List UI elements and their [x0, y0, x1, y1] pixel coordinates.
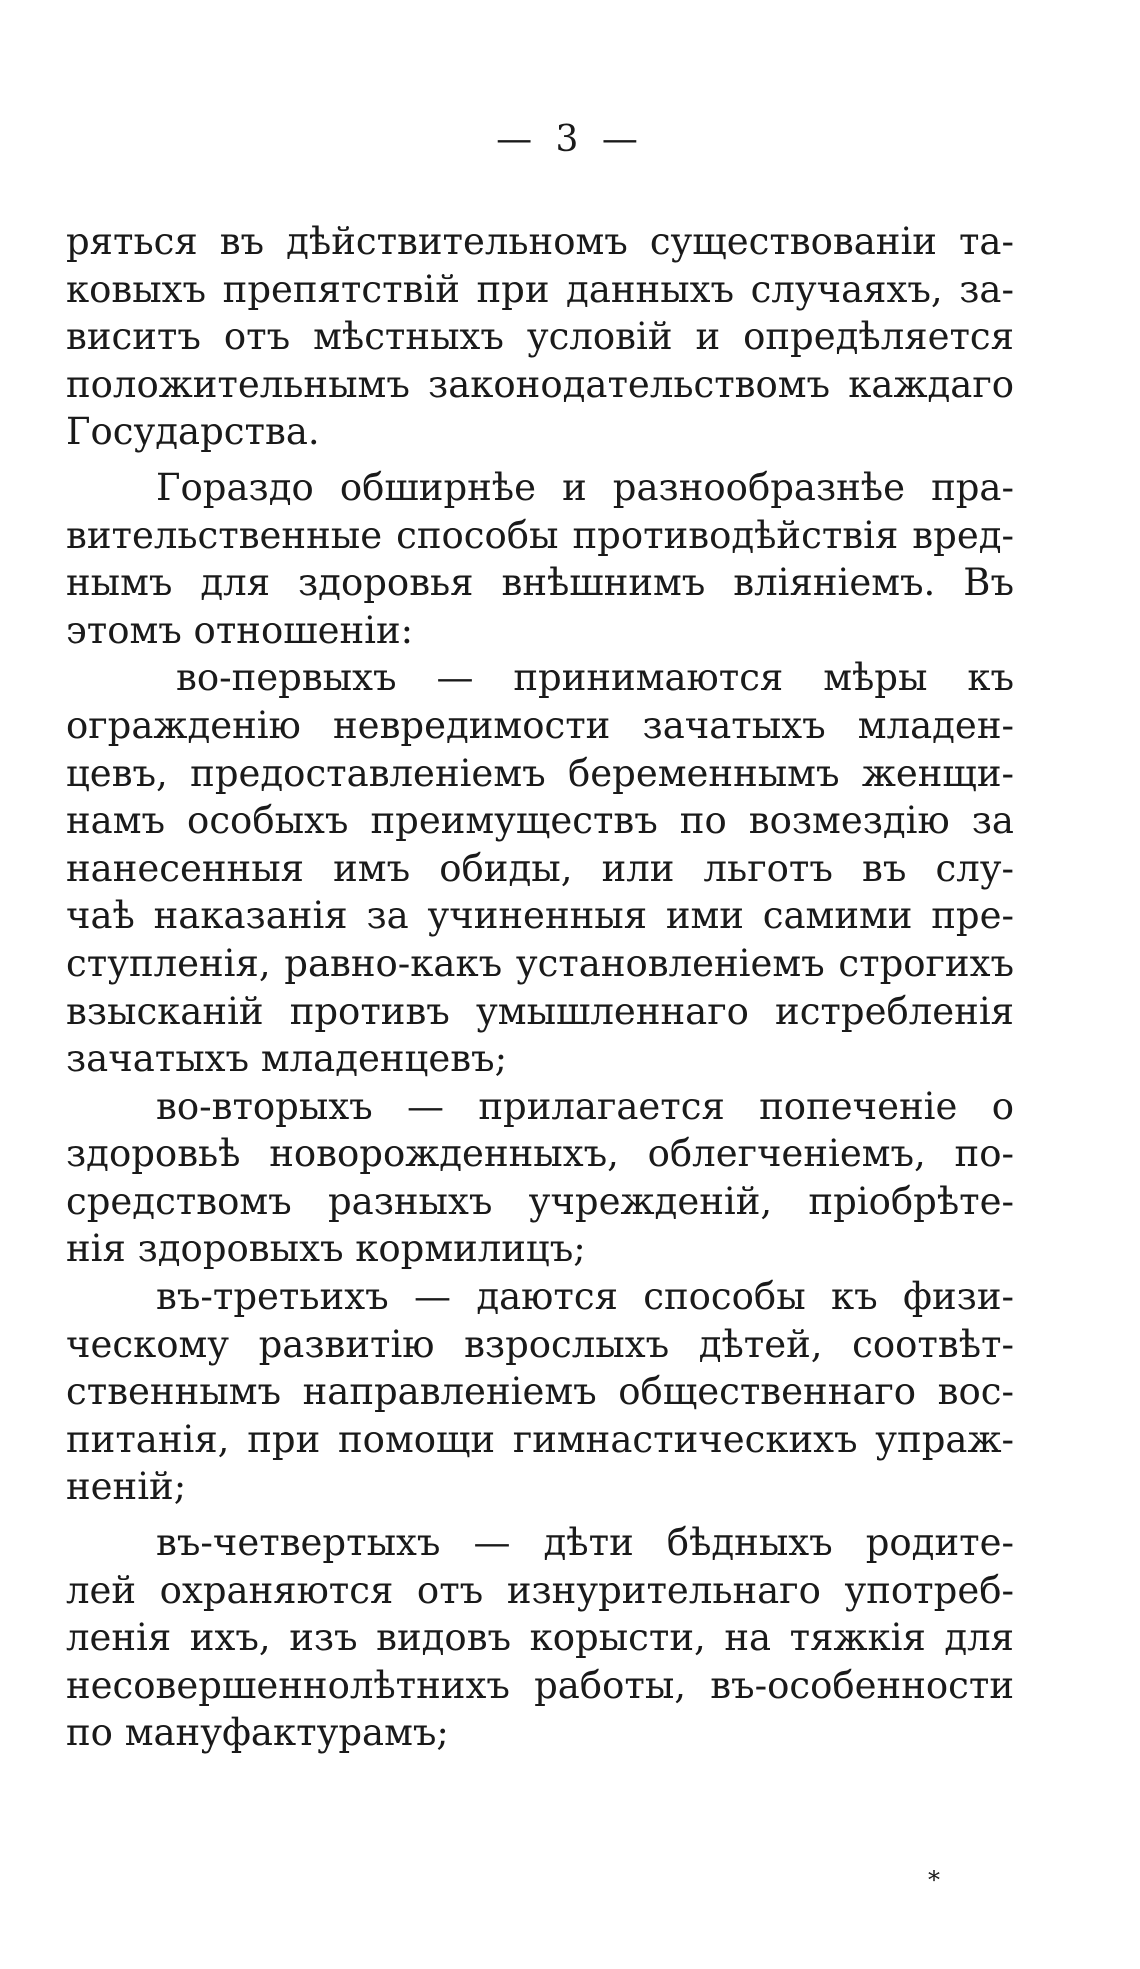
text-line: въ-четвертыхъ — дѣти бѣдныхъ родите- [156, 1521, 1014, 1565]
text-line: Гораздо обширнѣе и разнообразнѣе пра- [156, 465, 1014, 509]
text-line: ковыхъ препятствій при данныхъ случаяхъ, за- [66, 267, 1014, 311]
text-line: виситъ отъ мѣстныхъ условій и опредѣляется [66, 315, 1014, 359]
text-line: ступленія, равно-какъ установленіемъ строгихъ [66, 941, 1014, 985]
text-line: во-первыхъ — принимаются мѣры къ [176, 656, 1014, 700]
text-line: чаѣ наказанія за учиненныя ими самими пре- [66, 894, 1014, 938]
text-line: въ-третьихъ — даются способы къ физи- [156, 1275, 1014, 1319]
footer-mark: * [928, 1866, 940, 1894]
text-line: средствомъ разныхъ учрежденій, пріобрѣте- [66, 1179, 1014, 1223]
text-line: нанесенныя имъ обиды, или льготъ въ слу- [66, 846, 1014, 890]
text-line: неній; [66, 1465, 187, 1509]
text-line: лей охраняются отъ изнурительнаго употреб- [66, 1568, 1014, 1612]
text-line: здоровьѣ новорожденныхъ, облегченіемъ, по- [66, 1132, 1014, 1176]
text-line: ческому развитію взрослыхъ дѣтей, соотвѣт- [66, 1322, 1014, 1366]
text-line: этомъ отношеніи: [66, 608, 414, 652]
page-number: — 3 — [496, 119, 644, 160]
text-line: нымъ для здоровья внѣшнимъ вліяніемъ. Въ [66, 561, 1014, 605]
text-line: цевъ, предоставленіемъ беременнымъ женщи- [66, 751, 1014, 795]
text-line: Государства. [66, 410, 320, 454]
text-line: ленія ихъ, изъ видовъ корысти, на тяжкія для [66, 1616, 1014, 1660]
text-line: ственнымъ направленіемъ общественнаго вос- [66, 1370, 1014, 1414]
text-line: несовершеннолѣтнихъ работы, въ-особенности [66, 1663, 1014, 1707]
text-line: взысканій противъ умышленнаго истребленія [66, 989, 1014, 1033]
text-line: намъ особыхъ преимуществъ по возмездію за [66, 799, 1014, 843]
text-line: зачатыхъ младенцевъ; [66, 1037, 508, 1081]
text-line: во-вторыхъ — прилагается попеченіе о [156, 1084, 1014, 1128]
text-line: ряться въ дѣйствительномъ существованіи та- [66, 220, 1014, 263]
text-line: положительнымъ законодательствомъ каждаго [66, 362, 1014, 406]
text-line: нія здоровыхъ кормилицъ; [66, 1227, 586, 1271]
text-line: питанія, при помощи гимнастическихъ упраж- [66, 1417, 1014, 1461]
text-line: по мануфактурамъ; [66, 1711, 449, 1755]
document-body [66, 218, 1014, 1757]
text-line: вительственные способы противодѣйствія вред- [66, 513, 1014, 557]
text-line: огражденію невредимости зачатыхъ младен- [66, 703, 1014, 747]
